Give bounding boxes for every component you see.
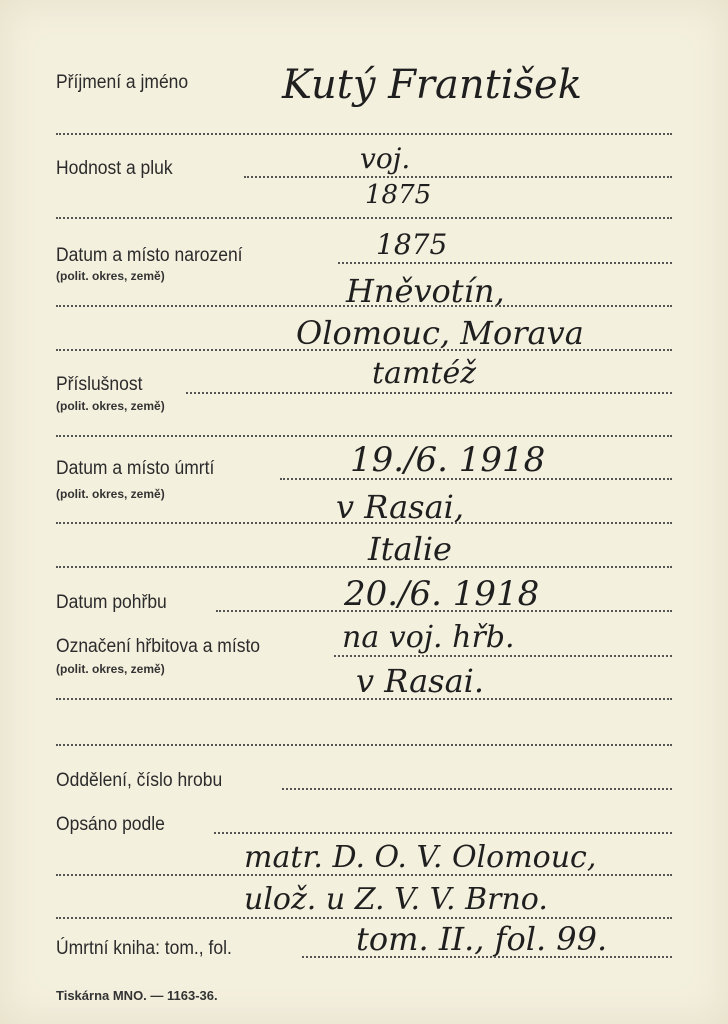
label-domicile-sub: (polit. okres, země) (56, 399, 165, 413)
line-cemetery (334, 655, 672, 657)
label-copied-from: Opsáno podle (56, 814, 165, 835)
entry-burial-date: 20./6. 1918 (344, 574, 540, 614)
label-death-book: Úmrtní kniha: tom., fol. (56, 938, 232, 959)
line-copied-2 (56, 874, 672, 876)
label-death-sub: (polit. okres, země) (56, 487, 165, 501)
line-section (282, 788, 672, 790)
label-birth-sub: (polit. okres, země) (56, 269, 165, 283)
line-copied-3 (56, 917, 672, 919)
line-cemetery-2 (56, 698, 672, 700)
label-section-grave: Oddělení, číslo hrobu (56, 770, 223, 791)
line-book (302, 956, 672, 958)
label-cemetery: Označení hřbitova a místo (56, 636, 261, 657)
line-rank (244, 176, 672, 178)
printer-footer: Tiskárna MNO. — 1163-36. (56, 988, 218, 1003)
entry-copied-1: matr. D. O. V. Olomouc, (244, 840, 597, 875)
entry-rank: voj. (360, 142, 411, 175)
label-birth: Datum a místo narození (56, 245, 243, 266)
entry-death-place-2: Italie (368, 530, 452, 568)
entry-birth-place-2: Olomouc, Morava (296, 314, 584, 352)
entry-death-date: 19./6. 1918 (350, 440, 546, 480)
label-surname-name: Příjmení a jméno (56, 72, 189, 93)
line-death (280, 478, 672, 480)
label-rank-regiment: Hodnost a pluk (56, 158, 173, 179)
line-birth (338, 262, 672, 264)
line-death-2 (56, 522, 672, 524)
label-burial-date: Datum pohřbu (56, 592, 167, 613)
entry-book: tom. II., fol. 99. (356, 920, 608, 958)
line-rank-2 (56, 217, 672, 219)
line-cemetery-3 (56, 744, 672, 746)
line-domicile (186, 392, 672, 394)
line-domicile-2 (56, 435, 672, 437)
label-death: Datum a místo úmrtí (56, 458, 215, 479)
line-birth-2 (56, 305, 672, 307)
line-death-3 (56, 566, 672, 568)
entry-name: Kutý František (282, 62, 582, 108)
entry-domicile: tamtéž (372, 356, 477, 391)
line-name (56, 133, 672, 135)
entry-birth-date: 1875 (376, 228, 448, 261)
entry-cemetery-2: v Rasai. (356, 662, 485, 700)
entry-rank-year: 1875 (365, 180, 432, 210)
line-burial (216, 610, 672, 612)
entry-cemetery-1: na voj. hřb. (342, 620, 515, 655)
entry-copied-2: ulož. u Z. V. V. Brno. (244, 882, 548, 917)
label-domicile: Příslušnost (56, 374, 143, 395)
label-cemetery-sub: (polit. okres, země) (56, 662, 165, 676)
line-copied (214, 832, 672, 834)
entry-death-place-1: v Rasai, (336, 488, 465, 526)
line-birth-3 (56, 349, 672, 351)
entry-birth-place-1: Hněvotín, (346, 272, 505, 310)
